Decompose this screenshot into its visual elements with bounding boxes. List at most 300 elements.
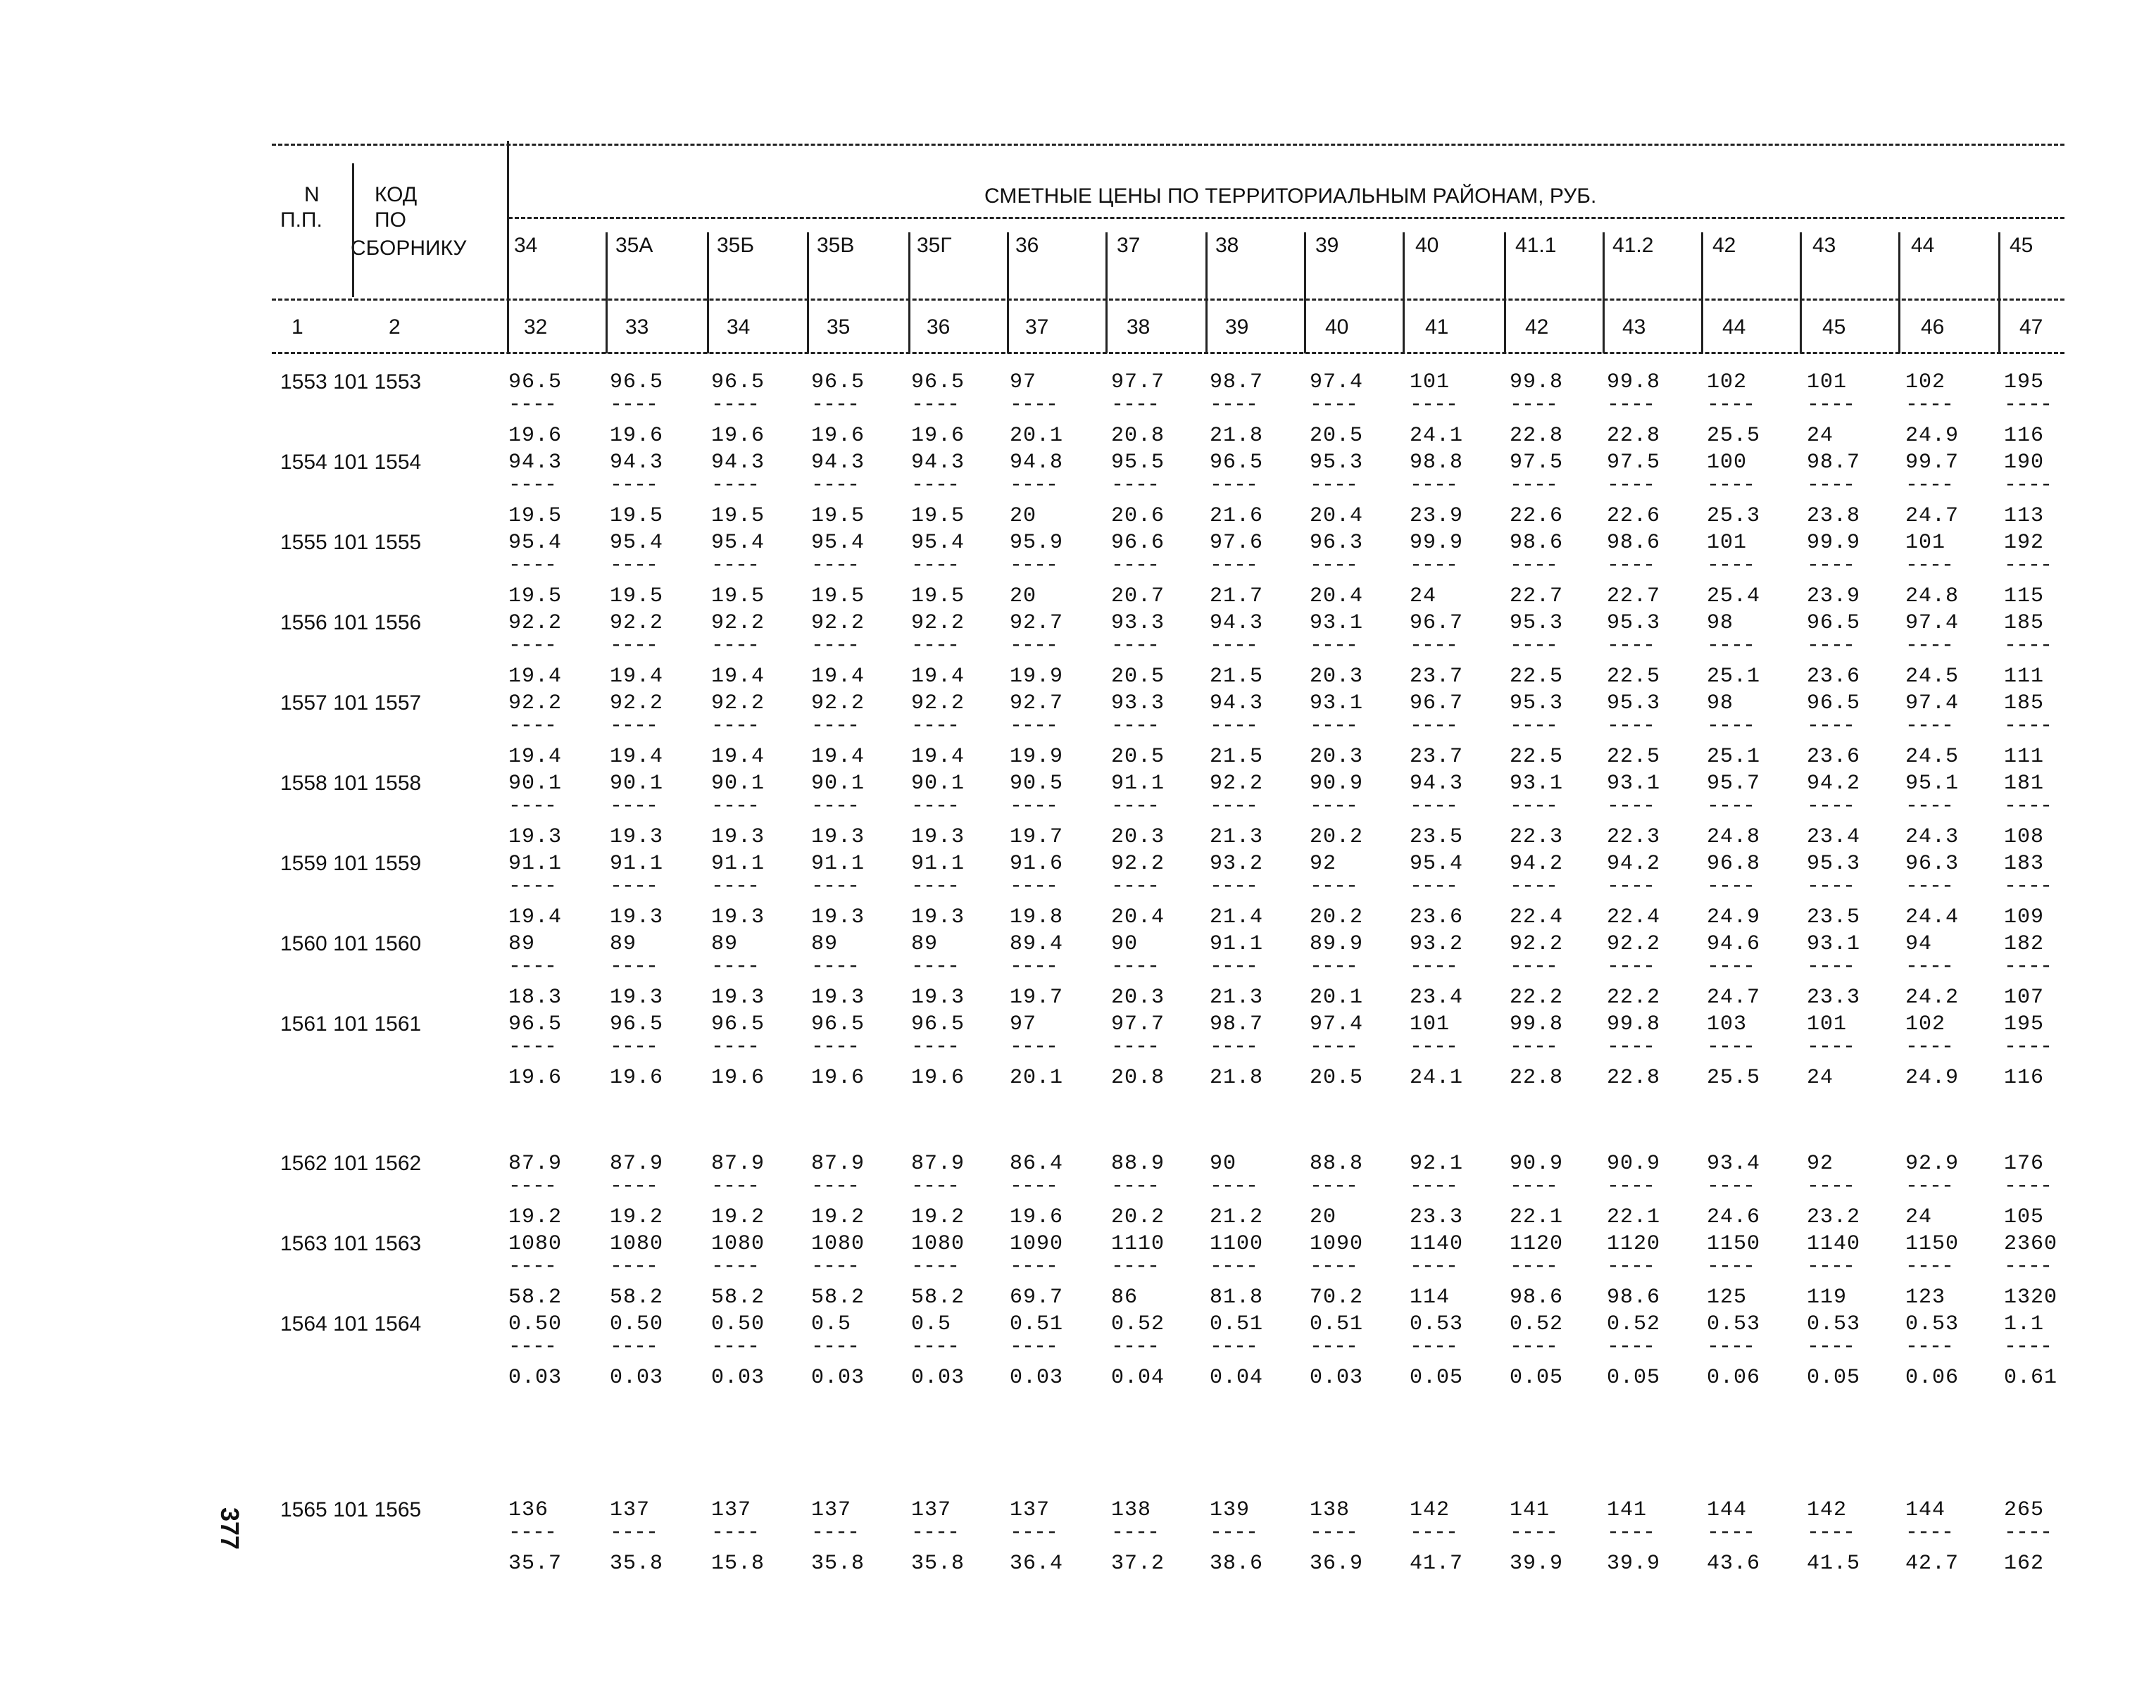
wage-value: 19.3 (811, 986, 865, 1010)
price-value: 97 (1010, 1012, 1037, 1036)
wage-value: 36.9 (1310, 1552, 1364, 1576)
fraction-bar: ---- (508, 1521, 557, 1545)
region-code-header: 35Г (917, 234, 952, 257)
fraction-bar: ---- (610, 473, 658, 497)
fraction-bar: ---- (610, 714, 658, 738)
wage-value: 19.5 (811, 504, 865, 528)
fraction-bar: ---- (1807, 634, 1855, 658)
fraction-bar: ---- (508, 1255, 557, 1279)
fraction-bar: ---- (811, 1335, 860, 1359)
price-value: 94.3 (1210, 691, 1264, 715)
wage-value: 0.03 (711, 1366, 765, 1390)
price-value: 1140 (1410, 1232, 1464, 1256)
wage-value: 19.5 (610, 584, 664, 608)
header-code-1: КОД (375, 183, 418, 206)
wage-value: 20.5 (1111, 665, 1165, 689)
fraction-bar: ---- (1010, 1255, 1058, 1279)
wage-value: 22.7 (1607, 584, 1661, 608)
fraction-bar: ---- (1210, 1174, 1258, 1198)
price-value: 142 (1410, 1498, 1450, 1522)
column-number: 37 (1025, 315, 1049, 339)
fraction-bar: ---- (1807, 473, 1855, 497)
fraction-bar: ---- (1607, 955, 1655, 979)
column-divider (1898, 232, 1900, 353)
price-value: 99.9 (1807, 531, 1861, 555)
price-value: 92.2 (711, 611, 765, 635)
page-number: 377 (215, 1507, 245, 1550)
price-value: 1.1 (2004, 1312, 2045, 1336)
price-value: 96.6 (1111, 531, 1165, 555)
fraction-bar: ---- (1510, 714, 1558, 738)
price-value: 101 (1410, 370, 1450, 394)
wage-value: 21.3 (1210, 986, 1264, 1010)
fraction-bar: ---- (1607, 553, 1655, 577)
fraction-bar: ---- (811, 955, 860, 979)
fraction-bar: ---- (1410, 1335, 1458, 1359)
fraction-bar: ---- (610, 1255, 658, 1279)
fraction-bar: ---- (811, 1035, 860, 1059)
price-value: 93.1 (1510, 772, 1564, 796)
wage-value: 116 (2004, 424, 2045, 448)
wage-value: 23.4 (1807, 825, 1861, 849)
price-value: 0.52 (1111, 1312, 1165, 1336)
fraction-bar: ---- (1905, 874, 1954, 898)
price-value: 1110 (1111, 1232, 1165, 1256)
fraction-bar: ---- (711, 794, 760, 818)
fraction-bar: ---- (1607, 1035, 1655, 1059)
wage-value: 19.9 (1010, 745, 1064, 769)
fraction-bar: ---- (1510, 1174, 1558, 1198)
price-value: 99.8 (1510, 370, 1564, 394)
wage-value: 41.5 (1807, 1552, 1861, 1576)
wage-value: 19.5 (508, 584, 563, 608)
wage-value: 19.3 (911, 986, 965, 1010)
price-value: 96.5 (1807, 691, 1861, 715)
wage-value: 19.5 (811, 584, 865, 608)
fraction-bar: ---- (1410, 473, 1458, 497)
fraction-bar: ---- (1510, 955, 1558, 979)
price-value: 0.53 (1410, 1312, 1464, 1336)
wage-value: 24 (1807, 1066, 1834, 1090)
wage-value: 86 (1111, 1286, 1139, 1310)
price-value: 185 (2004, 611, 2045, 635)
wage-value: 0.05 (1510, 1366, 1564, 1390)
price-value: 92.2 (1607, 932, 1661, 956)
price-value: 94.3 (1210, 611, 1264, 635)
fraction-bar: ---- (811, 393, 860, 417)
wage-value: 23.2 (1807, 1205, 1861, 1229)
wage-value: 22.5 (1510, 745, 1564, 769)
fraction-bar: ---- (1905, 714, 1954, 738)
price-value: 142 (1807, 1498, 1848, 1522)
wage-value: 19.3 (911, 905, 965, 929)
fraction-bar: ---- (1410, 1255, 1458, 1279)
wage-value: 24.1 (1410, 424, 1464, 448)
wage-value: 19.4 (711, 665, 765, 689)
wage-value: 22.5 (1510, 665, 1564, 689)
fraction-bar: ---- (1607, 634, 1655, 658)
wage-value: 19.3 (711, 825, 765, 849)
price-value: 90.9 (1310, 772, 1364, 796)
wage-value: 19.3 (911, 825, 965, 849)
price-value: 94.3 (711, 451, 765, 475)
fraction-bar: ---- (1807, 1335, 1855, 1359)
price-value: 89 (610, 932, 637, 956)
price-value: 2360 (2004, 1232, 2058, 1256)
column-number: 41 (1425, 315, 1449, 339)
column-number: 38 (1127, 315, 1151, 339)
price-value: 97.5 (1607, 451, 1661, 475)
price-value: 97 (1010, 370, 1037, 394)
wage-value: 69.7 (1010, 1286, 1064, 1310)
wage-value: 19.4 (811, 665, 865, 689)
fraction-bar: ---- (1410, 393, 1458, 417)
fraction-bar: ---- (508, 473, 557, 497)
fraction-bar: ---- (1210, 473, 1258, 497)
price-value: 103 (1707, 1012, 1748, 1036)
wage-value: 162 (2004, 1552, 2045, 1576)
fraction-bar: ---- (711, 955, 760, 979)
fraction-bar: ---- (711, 393, 760, 417)
column-number: 42 (1525, 315, 1549, 339)
wage-value: 0.03 (811, 1366, 865, 1390)
wage-value: 0.03 (1310, 1366, 1364, 1390)
wage-value: 23.3 (1410, 1205, 1464, 1229)
price-value: 90.1 (811, 772, 865, 796)
wage-value: 24.7 (1707, 986, 1761, 1010)
wage-value: 18.3 (508, 986, 563, 1010)
fraction-bar: ---- (811, 794, 860, 818)
wage-value: 0.03 (911, 1366, 965, 1390)
wage-value: 19.4 (508, 745, 563, 769)
price-value: 98 (1707, 611, 1734, 635)
region-code-header: 34 (514, 234, 538, 257)
fraction-bar: ---- (1111, 874, 1160, 898)
wage-value: 22.2 (1607, 986, 1661, 1010)
column-divider (707, 232, 709, 353)
wage-value: 22.8 (1607, 1066, 1661, 1090)
wage-value: 19.3 (711, 986, 765, 1010)
price-value: 97.4 (1310, 1012, 1364, 1036)
wage-value: 19.8 (1010, 905, 1064, 929)
price-value: 98.6 (1510, 531, 1564, 555)
fraction-bar: ---- (811, 1255, 860, 1279)
wage-value: 58.2 (811, 1286, 865, 1310)
price-value: 92.2 (1210, 772, 1264, 796)
region-code-header: 41.1 (1515, 234, 1557, 257)
title-rule (508, 217, 2064, 219)
fraction-bar: ---- (1111, 1035, 1160, 1059)
wage-value: 24.5 (1905, 665, 1960, 689)
fraction-bar: ---- (2004, 634, 2052, 658)
fraction-bar: ---- (1410, 1035, 1458, 1059)
row-code-label: 1553 101 1553 (280, 370, 422, 394)
row-code-label: 1558 101 1558 (280, 772, 422, 795)
wage-value: 20.3 (1111, 986, 1165, 1010)
fraction-bar: ---- (610, 634, 658, 658)
price-value: 95.4 (711, 531, 765, 555)
fraction-bar: ---- (1707, 1335, 1755, 1359)
column-number: 1 (292, 315, 303, 339)
wage-value: 20.3 (1310, 745, 1364, 769)
price-value: 0.50 (508, 1312, 563, 1336)
price-value: 92.2 (508, 611, 563, 635)
wage-value: 20 (1310, 1205, 1337, 1229)
wage-value: 24.8 (1707, 825, 1761, 849)
wage-value: 0.03 (508, 1366, 563, 1390)
price-value: 96.5 (1210, 451, 1264, 475)
wage-value: 19.3 (811, 825, 865, 849)
price-value: 92 (1807, 1152, 1834, 1176)
wage-value: 20 (1010, 584, 1037, 608)
price-value: 136 (508, 1498, 549, 1522)
wage-value: 19.6 (1010, 1205, 1064, 1229)
price-value: 92.2 (1111, 852, 1165, 876)
wage-value: 22.2 (1510, 986, 1564, 1010)
price-value: 94.3 (911, 451, 965, 475)
price-value: 96.5 (1807, 611, 1861, 635)
wage-value: 21.2 (1210, 1205, 1264, 1229)
fraction-bar: ---- (1111, 1255, 1160, 1279)
wage-value: 19.4 (911, 745, 965, 769)
price-value: 95.4 (610, 531, 664, 555)
fraction-bar: ---- (911, 1335, 960, 1359)
wage-value: 19.5 (711, 504, 765, 528)
wage-value: 19.6 (911, 1066, 965, 1090)
fraction-bar: ---- (911, 874, 960, 898)
fraction-bar: ---- (1210, 553, 1258, 577)
fraction-bar: ---- (1410, 1521, 1458, 1545)
fraction-bar: ---- (1707, 1035, 1755, 1059)
fraction-bar: ---- (1111, 473, 1160, 497)
fraction-bar: ---- (1111, 714, 1160, 738)
wage-value: 24 (1905, 1205, 1933, 1229)
header-pp: П.П. (280, 208, 322, 232)
wage-value: 70.2 (1310, 1286, 1364, 1310)
column-number: 47 (2019, 315, 2043, 339)
fraction-bar: ---- (711, 1255, 760, 1279)
price-value: 0.52 (1607, 1312, 1661, 1336)
price-value: 92.2 (610, 611, 664, 635)
price-value: 96.7 (1410, 691, 1464, 715)
wage-value: 23.5 (1807, 905, 1861, 929)
row-code-label: 1561 101 1561 (280, 1012, 422, 1036)
price-value: 1140 (1807, 1232, 1861, 1256)
price-value: 90.1 (508, 772, 563, 796)
wage-value: 24.7 (1905, 504, 1960, 528)
price-value: 0.50 (711, 1312, 765, 1336)
fraction-bar: ---- (1410, 874, 1458, 898)
fraction-bar: ---- (1310, 1335, 1358, 1359)
fraction-bar: ---- (1510, 553, 1558, 577)
wage-value: 41.7 (1410, 1552, 1464, 1576)
fraction-bar: ---- (1707, 1255, 1755, 1279)
wage-value: 23.7 (1410, 745, 1464, 769)
fraction-bar: ---- (1510, 634, 1558, 658)
codes-rule (272, 299, 2064, 301)
price-value: 92.2 (1510, 932, 1564, 956)
wage-value: 119 (1807, 1286, 1848, 1310)
price-value: 93.1 (1607, 772, 1661, 796)
price-value: 88.8 (1310, 1152, 1364, 1176)
wage-value: 58.2 (610, 1286, 664, 1310)
region-code-header: 45 (2010, 234, 2033, 257)
fraction-bar: ---- (1707, 955, 1755, 979)
wage-value: 24 (1410, 584, 1437, 608)
wage-value: 19.2 (811, 1205, 865, 1229)
wage-value: 21.6 (1210, 504, 1264, 528)
column-divider (606, 232, 608, 353)
wage-value: 22.1 (1607, 1205, 1661, 1229)
price-value: 98.6 (1607, 531, 1661, 555)
fraction-bar: ---- (1010, 634, 1058, 658)
column-divider (1603, 232, 1605, 353)
price-value: 96.5 (711, 1012, 765, 1036)
price-value: 137 (711, 1498, 752, 1522)
price-value: 88.9 (1111, 1152, 1165, 1176)
fraction-bar: ---- (1905, 553, 1954, 577)
fraction-bar: ---- (508, 634, 557, 658)
price-value: 93.4 (1707, 1152, 1761, 1176)
fraction-bar: ---- (911, 955, 960, 979)
price-value: 92.1 (1410, 1152, 1464, 1176)
fraction-bar: ---- (811, 634, 860, 658)
wage-value: 20.4 (1310, 504, 1364, 528)
fraction-bar: ---- (1210, 1255, 1258, 1279)
price-value: 94.8 (1010, 451, 1064, 475)
header-code-3: СБОРНИКУ (351, 237, 467, 260)
wage-value: 98.6 (1510, 1286, 1564, 1310)
price-value: 92.7 (1010, 611, 1064, 635)
wage-value: 19.3 (811, 905, 865, 929)
fraction-bar: ---- (1010, 714, 1058, 738)
region-code-header: 37 (1117, 234, 1141, 257)
price-value: 96.5 (508, 370, 563, 394)
price-value: 91.1 (811, 852, 865, 876)
wage-value: 107 (2004, 986, 2045, 1010)
price-value: 1080 (508, 1232, 563, 1256)
wage-value: 24.4 (1905, 905, 1960, 929)
fraction-bar: ---- (911, 634, 960, 658)
price-value: 92.2 (508, 691, 563, 715)
price-value: 1080 (811, 1232, 865, 1256)
price-value: 92.2 (911, 691, 965, 715)
fraction-bar: ---- (508, 714, 557, 738)
price-value: 96.5 (610, 370, 664, 394)
wage-value: 35.8 (610, 1552, 664, 1576)
column-divider (1205, 232, 1208, 353)
price-value: 0.52 (1510, 1312, 1564, 1336)
fraction-bar: ---- (610, 955, 658, 979)
price-value: 94.2 (1807, 772, 1861, 796)
fraction-bar: ---- (610, 393, 658, 417)
wage-value: 19.6 (508, 1066, 563, 1090)
fraction-bar: ---- (1410, 794, 1458, 818)
fraction-bar: ---- (1210, 1035, 1258, 1059)
wage-value: 19.6 (811, 1066, 865, 1090)
wage-value: 19.5 (508, 504, 563, 528)
price-value: 94.3 (508, 451, 563, 475)
wage-value: 23.9 (1410, 504, 1464, 528)
wage-value: 23.9 (1807, 584, 1861, 608)
fraction-bar: ---- (911, 714, 960, 738)
wage-value: 21.8 (1210, 1066, 1264, 1090)
price-value: 265 (2004, 1498, 2045, 1522)
wage-value: 22.7 (1510, 584, 1564, 608)
row-code-label: 1556 101 1556 (280, 611, 422, 634)
wage-value: 109 (2004, 905, 2045, 929)
wage-value: 19.4 (711, 745, 765, 769)
wage-value: 125 (1707, 1286, 1748, 1310)
fraction-bar: ---- (1905, 473, 1954, 497)
price-value: 101 (1707, 531, 1748, 555)
wage-value: 19.5 (711, 584, 765, 608)
price-value: 101 (1807, 370, 1848, 394)
fraction-bar: ---- (1410, 634, 1458, 658)
price-value: 0.5 (911, 1312, 952, 1336)
wage-value: 19.5 (610, 504, 664, 528)
column-number: 32 (524, 315, 548, 339)
price-value: 93.3 (1111, 691, 1165, 715)
wage-value: 22.8 (1607, 424, 1661, 448)
top-rule (272, 144, 2064, 146)
price-value: 86.4 (1010, 1152, 1064, 1176)
price-value: 94.3 (1410, 772, 1464, 796)
wage-value: 19.6 (711, 1066, 765, 1090)
fraction-bar: ---- (508, 874, 557, 898)
wage-value: 111 (2004, 665, 2045, 689)
fraction-bar: ---- (811, 553, 860, 577)
price-value: 95.4 (1410, 852, 1464, 876)
wage-value: 19.3 (508, 825, 563, 849)
fraction-bar: ---- (2004, 473, 2052, 497)
fraction-bar: ---- (911, 1035, 960, 1059)
fraction-bar: ---- (1807, 393, 1855, 417)
wage-value: 19.2 (610, 1205, 664, 1229)
fraction-bar: ---- (1607, 1174, 1655, 1198)
price-value: 96.5 (610, 1012, 664, 1036)
price-value: 97.7 (1111, 1012, 1165, 1036)
fraction-bar: ---- (1707, 393, 1755, 417)
wage-value: 24.6 (1707, 1205, 1761, 1229)
wage-value: 114 (1410, 1286, 1450, 1310)
price-value: 98 (1707, 691, 1734, 715)
wage-value: 20.4 (1111, 905, 1165, 929)
region-code-header: 35Б (717, 234, 755, 257)
wage-value: 24.3 (1905, 825, 1960, 849)
fraction-bar: ---- (1807, 794, 1855, 818)
wage-value: 23.6 (1807, 745, 1861, 769)
wage-value: 58.2 (911, 1286, 965, 1310)
price-value: 97.4 (1905, 611, 1960, 635)
wage-value: 20.2 (1310, 825, 1364, 849)
price-value: 95.3 (1607, 691, 1661, 715)
price-value: 95.3 (1607, 611, 1661, 635)
fraction-bar: ---- (2004, 714, 2052, 738)
fraction-bar: ---- (1210, 955, 1258, 979)
price-value: 96.7 (1410, 611, 1464, 635)
price-value: 192 (2004, 531, 2045, 555)
price-value: 101 (1807, 1012, 1848, 1036)
fraction-bar: ---- (1210, 634, 1258, 658)
price-value: 91.1 (1111, 772, 1165, 796)
wage-value: 0.04 (1111, 1366, 1165, 1390)
wage-value: 22.3 (1510, 825, 1564, 849)
wage-value: 0.05 (1607, 1366, 1661, 1390)
column-divider (1504, 232, 1506, 353)
wage-value: 19.4 (610, 745, 664, 769)
wage-value: 21.5 (1210, 665, 1264, 689)
